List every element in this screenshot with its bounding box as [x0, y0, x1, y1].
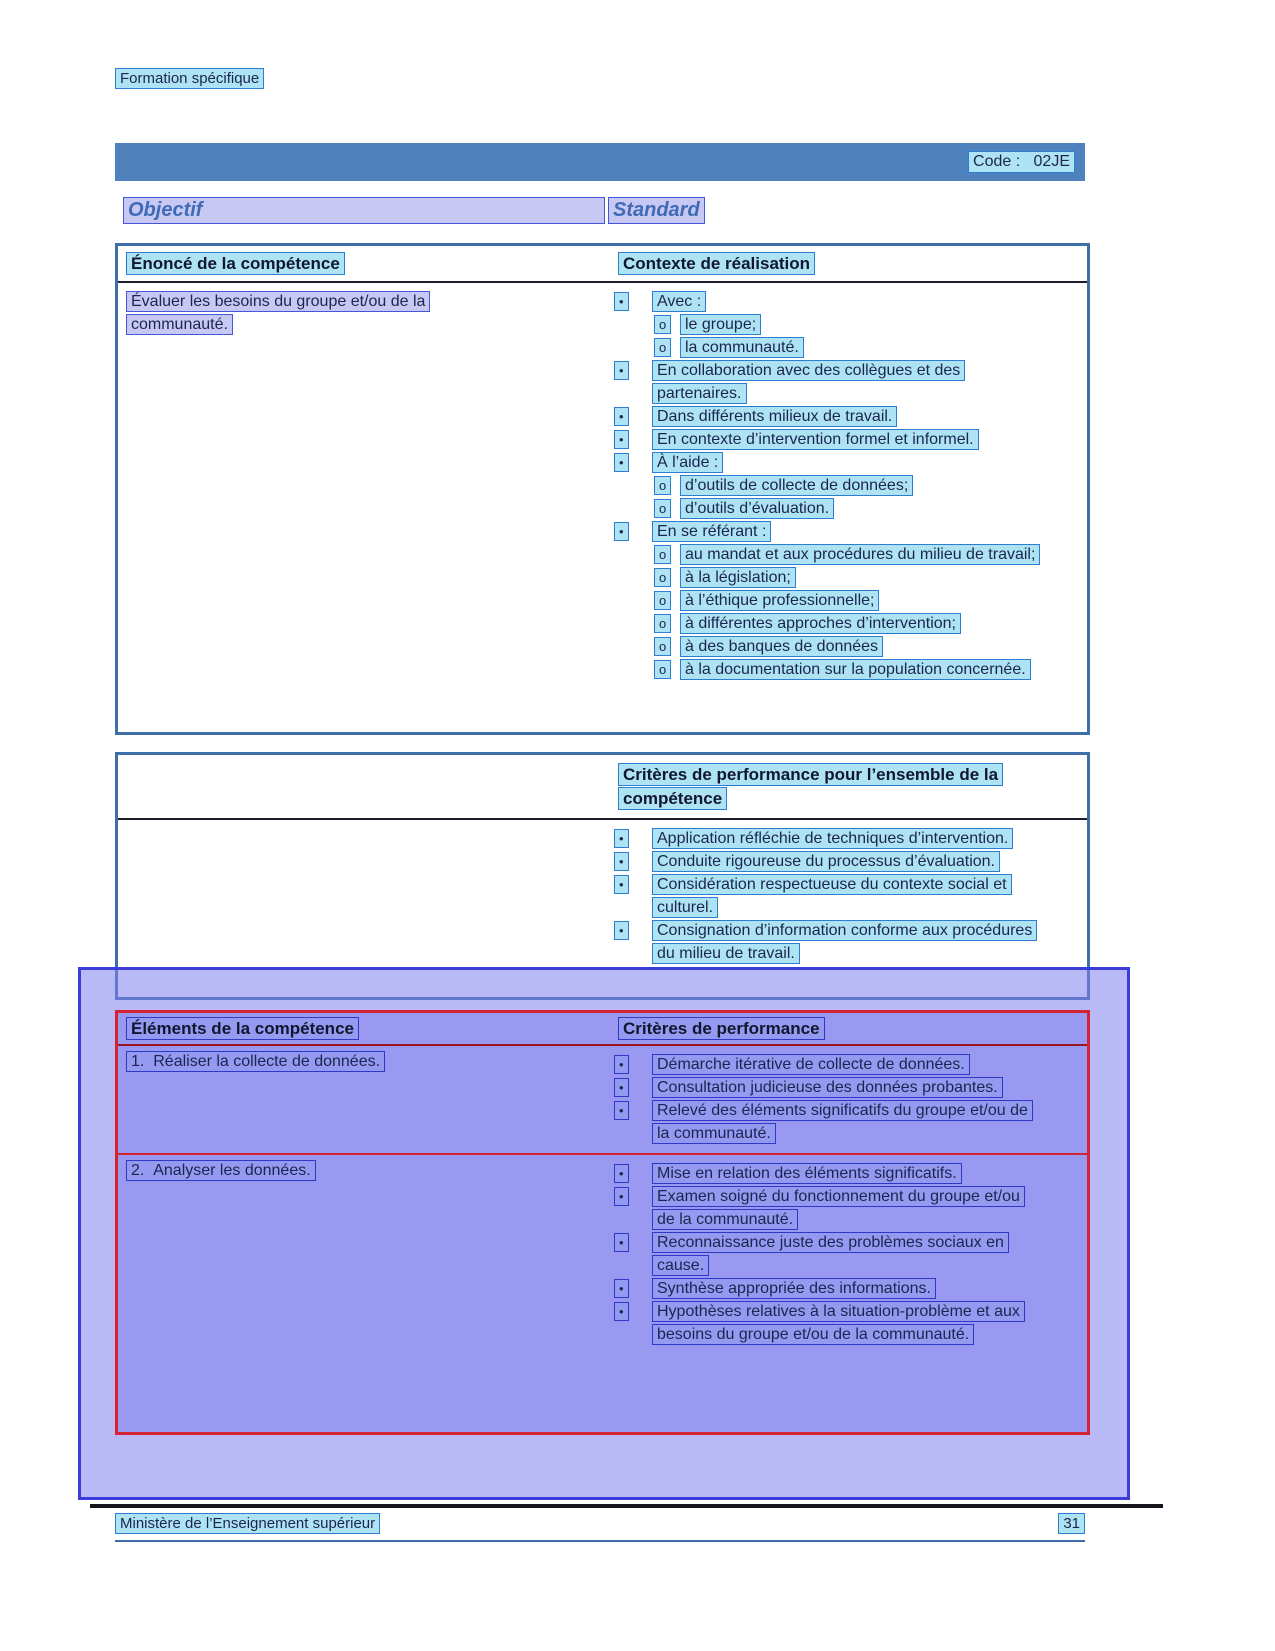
list-item-text: à des banques de données [680, 635, 883, 658]
enonce-cell [118, 283, 610, 681]
enonce-header-cell [118, 246, 610, 281]
bullet-icon: o [652, 313, 680, 336]
list-item-text: Relevé des éléments significatifs du groupe et/ou de la communauté. [652, 1099, 1034, 1145]
elements-table-row-1 [118, 1046, 1087, 1155]
contexte-header-text: Contexte de réalisation [618, 252, 815, 275]
element-text-2: 2. Analyser les données. [126, 1160, 316, 1181]
bullet-icon: • [612, 1099, 652, 1145]
list-item [612, 474, 1087, 497]
list-item-text: Synthèse appropriée des informations. [652, 1277, 936, 1300]
element-text-1: 1. Réaliser la collecte de données. [126, 1051, 385, 1072]
list-item [612, 290, 1087, 313]
bullet-icon: o [652, 612, 680, 635]
code-header-bar [115, 143, 1085, 181]
list-item-text: à la documentation sur la population concernée. [680, 658, 1031, 681]
performance-table-body [118, 820, 1087, 965]
objectif-heading: Objectif [123, 197, 605, 224]
elements-table-row-2 [118, 1155, 1087, 1432]
bullet-icon: • [612, 1300, 652, 1346]
list-item [612, 850, 1087, 873]
list-item-text: Consignation d’information conforme aux procédures du milieu de travail. [652, 919, 1034, 965]
bullet-icon: o [652, 543, 680, 566]
list-item-text: Dans différents milieux de travail. [652, 405, 897, 428]
list-item-text: Application réfléchie de techniques d’intervention. [652, 827, 1013, 850]
list-item [612, 566, 1087, 589]
contexte-cell [610, 283, 1087, 681]
list-item [612, 313, 1087, 336]
performance-table [115, 752, 1090, 1000]
competence-table [115, 243, 1090, 735]
bullet-icon: • [612, 428, 652, 451]
top-note [115, 70, 264, 87]
footer-page-number: 31 [1058, 1513, 1085, 1534]
bullet-icon: • [612, 873, 652, 919]
performance-header-text: Critères de performance pour l’ensemble de la compétence [618, 763, 1003, 810]
list-item [612, 359, 1087, 405]
bullet-icon: o [652, 658, 680, 681]
list-item-text: Examen soigné du fonctionnement du groupe et/ou de la communauté. [652, 1185, 1034, 1231]
bullet-icon: • [612, 451, 652, 474]
list-item [612, 612, 1087, 635]
list-item-text: Conduite rigoureuse du processus d’évaluation. [652, 850, 1000, 873]
list-item [612, 405, 1087, 428]
criteres-header-cell [610, 1013, 1087, 1044]
bullet-icon: • [612, 1185, 652, 1231]
performance-header-cell [610, 755, 1087, 818]
list-item [612, 336, 1087, 359]
list-item-text: En se référant : [652, 520, 771, 543]
list-item-text: En contexte d’intervention formel et informel. [652, 428, 979, 451]
list-item [612, 428, 1087, 451]
list-item [612, 1076, 1087, 1099]
list-item [612, 451, 1087, 474]
list-item [612, 1231, 1087, 1277]
bullet-icon: o [652, 336, 680, 359]
list-item [612, 589, 1087, 612]
bullet-icon: • [612, 1277, 652, 1300]
elements-header-text: Éléments de la compétence [126, 1017, 359, 1040]
performance-header-empty-cell [118, 755, 610, 818]
footer-rule [90, 1504, 1163, 1508]
list-item-text: d’outils d’évaluation. [680, 497, 834, 520]
elements-header-cell [118, 1013, 610, 1044]
bullet-icon: o [652, 566, 680, 589]
list-item [612, 497, 1087, 520]
list-item [612, 1277, 1087, 1300]
list-item [612, 635, 1087, 658]
element-cell-1 [118, 1046, 610, 1153]
list-item [612, 543, 1087, 566]
list-item-text: à différentes approches d’intervention; [680, 612, 961, 635]
list-item-text: Démarche itérative de collecte de données. [652, 1053, 970, 1076]
performance-criteria-cell [610, 820, 1087, 965]
bullet-icon: • [612, 1076, 652, 1099]
performance-empty-cell [118, 820, 610, 965]
standard-heading: Standard [608, 197, 705, 224]
list-item-text: d’outils de collecte de données; [680, 474, 913, 497]
criteria-cell-2 [610, 1155, 1087, 1432]
competence-table-header [118, 246, 1087, 283]
criteria-cell-1 [610, 1046, 1087, 1153]
list-item-text: le groupe; [680, 313, 761, 336]
bullet-icon: o [652, 497, 680, 520]
list-item [612, 873, 1087, 919]
top-note-text: Formation spécifique [115, 68, 264, 89]
objectif-standard-row [123, 197, 1085, 224]
list-item [612, 1053, 1087, 1076]
list-item-text: la communauté. [680, 336, 804, 359]
list-item-text: au mandat et aux procédures du milieu de travail; [680, 543, 1040, 566]
bullet-icon: • [612, 919, 652, 965]
list-item-text: En collaboration avec des collègues et des partenaires. [652, 359, 1034, 405]
element-cell-2 [118, 1155, 610, 1432]
performance-table-header [118, 755, 1087, 820]
bullet-icon: • [612, 359, 652, 405]
list-item-text: à l’éthique professionnelle; [680, 589, 879, 612]
footer-ministry-text: Ministère de l’Enseignement supérieur [115, 1513, 380, 1534]
bullet-icon: • [612, 850, 652, 873]
bullet-icon: o [652, 635, 680, 658]
list-item [612, 1099, 1087, 1145]
list-item [612, 1300, 1087, 1346]
list-item-text: Hypothèses relatives à la situation-problème et aux besoins du groupe et/ou de la communauté. [652, 1300, 1034, 1346]
elements-table-header [118, 1013, 1087, 1046]
bullet-icon: • [612, 520, 652, 543]
bullet-icon: • [612, 1053, 652, 1076]
list-item-text: À l’aide : [652, 451, 723, 474]
list-item [612, 1185, 1087, 1231]
list-item-text: Mise en relation des éléments significatifs. [652, 1162, 962, 1185]
enonce-text: Évaluer les besoins du groupe et/ou de la communauté. [126, 291, 430, 335]
list-item-text: Avec : [652, 290, 706, 313]
bullet-icon: • [612, 290, 652, 313]
list-item [612, 1162, 1087, 1185]
bullet-icon: • [612, 405, 652, 428]
list-item-text: Consultation judicieuse des données probantes. [652, 1076, 1003, 1099]
list-item-text: Considération respectueuse du contexte social et culturel. [652, 873, 1034, 919]
list-item-text: Reconnaissance juste des problèmes sociaux en cause. [652, 1231, 1034, 1277]
criteres-header-text: Critères de performance [618, 1017, 825, 1040]
code-label: Code : 02JE [968, 151, 1075, 173]
bullet-icon: o [652, 589, 680, 612]
list-item [612, 520, 1087, 543]
bullet-icon: • [612, 1162, 652, 1185]
bullet-icon: o [652, 474, 680, 497]
list-item [612, 658, 1087, 681]
bullet-icon: • [612, 827, 652, 850]
list-item [612, 827, 1087, 850]
enonce-header-text: Énoncé de la compétence [126, 252, 345, 275]
bullet-icon: • [612, 1231, 652, 1277]
contexte-header-cell [610, 246, 1087, 281]
list-item-text: à la législation; [680, 566, 796, 589]
list-item [612, 919, 1087, 965]
competence-table-body [118, 283, 1087, 681]
footer [115, 1513, 1085, 1542]
elements-table [115, 1010, 1090, 1435]
